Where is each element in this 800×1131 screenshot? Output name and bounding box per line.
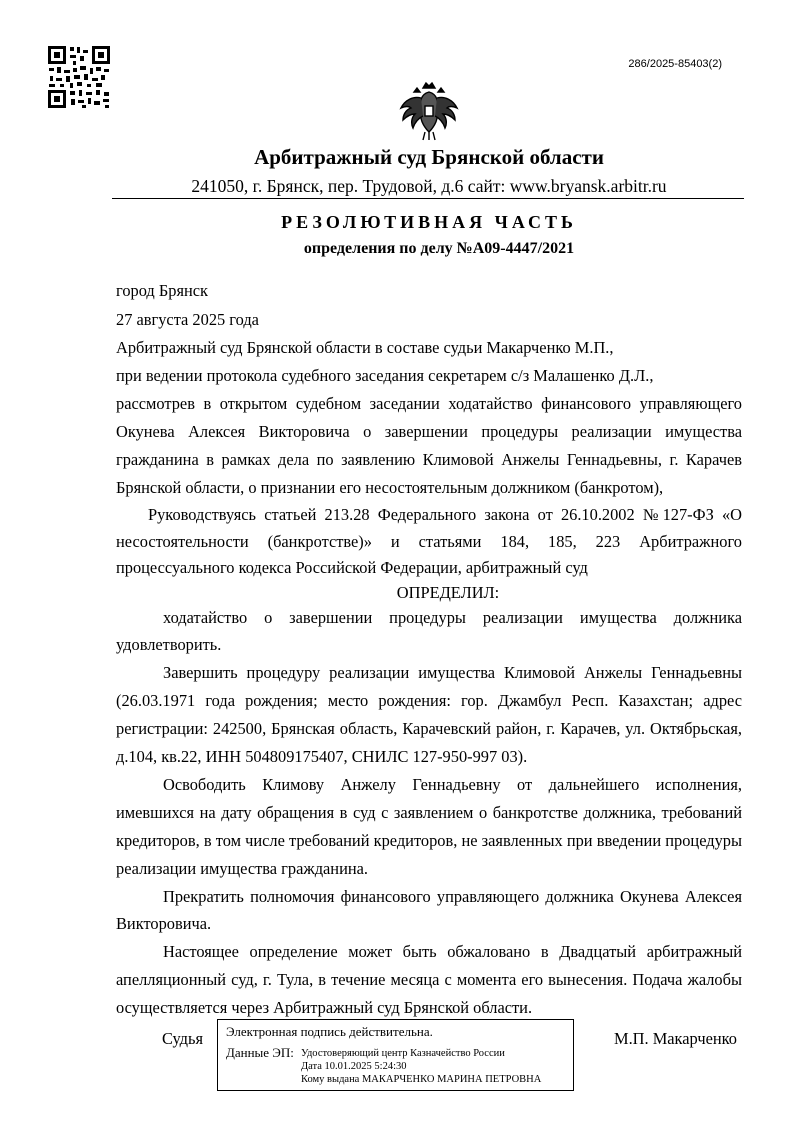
paragraph-line: Окунева Алексея Викторовича о завершении процедуры реализации имущества xyxy=(116,422,742,441)
ep-date: Дата 10.01.2025 5:24:30 xyxy=(301,1061,407,1072)
ep-valid-text: Электронная подпись действительна. xyxy=(226,1024,433,1039)
city: город Брянск xyxy=(116,281,209,300)
date: 27 августа 2025 года xyxy=(116,310,259,329)
paragraph-line: реализации имущества гражданина. xyxy=(116,859,368,878)
paragraph-line: д.104, кв.22, ИНН 504809175407, СНИЛС 127-950-997 03). xyxy=(116,747,528,766)
paragraph-line: Брянской области, о признании его несостоятельным должником (банкротом), xyxy=(116,478,664,497)
paragraph-line: кредиторов, в том числе требований кредиторов, не заявленных при введении процедуры xyxy=(116,831,742,850)
judge-label: Судья xyxy=(162,1029,204,1048)
coat-of-arms-icon xyxy=(397,80,461,142)
court-address: 241050, г. Брянск, пер. Трудовой, д.6 сайт: www.bryansk.arbitr.ru xyxy=(191,176,667,196)
paragraph-line: Настоящее определение может быть обжаловано в Двадцатый арбитражный xyxy=(163,942,742,961)
paragraph-line: рассмотрев в открытом судебном заседании ходатайство финансового управляющего xyxy=(116,394,742,413)
paragraph-line: (26.03.1971 года рождения; место рождения: гор. Джамбул Респ. Казахстан; адрес xyxy=(116,691,742,710)
qr-code xyxy=(46,44,112,110)
ep-issuer: Удостоверяющий центр Казначейство России xyxy=(301,1048,505,1059)
paragraph-line: апелляционный суд, г. Тула, в течение месяца с момента его вынесения. Подача жалобы xyxy=(116,970,742,989)
paragraph-line: осуществляется через Арбитражный суд Брянской области. xyxy=(116,998,533,1017)
judge-name: М.П. Макарченко xyxy=(614,1029,737,1048)
paragraph-line: Освободить Климову Анжелу Геннадьевну от дальнейшего исполнения, xyxy=(163,775,742,794)
paragraph-line: гражданина в рамках дела по заявлению Климовой Анжелы Геннадьевны, г. Карачев xyxy=(116,450,742,469)
paragraph-line: Викторовича. xyxy=(116,914,212,933)
document-title: РЕЗОЛЮТИВНАЯ ЧАСТЬ xyxy=(281,212,577,232)
paragraph-line: Прекратить полномочия финансового управляющего должника Окунева Алексея xyxy=(163,887,742,906)
paragraph-line: Завершить процедуру реализации имущества Климовой Анжелы Геннадьевны xyxy=(163,663,742,682)
header-divider xyxy=(112,198,744,199)
paragraph-line: имевшихся на дату обращения в суд с заявлением о банкротстве должника, требований xyxy=(116,803,742,822)
paragraph-line: процессуального кодекса Российской Федерации, арбитражный суд xyxy=(116,558,588,577)
ep-label: Данные ЭП: xyxy=(226,1045,294,1060)
paragraph-line: Руководствуясь статьей 213.28 Федерального закона от 26.10.2002 №127-ФЗ «О xyxy=(148,505,742,524)
document-number: 286/2025-85403(2) xyxy=(628,58,722,70)
paragraph-line: несостоятельности (банкротстве)» и статьями 184, 185, 223 Арбитражного xyxy=(116,532,742,551)
paragraph-line: удовлетворить. xyxy=(116,635,222,654)
court-name: Арбитражный суд Брянской области xyxy=(254,145,604,169)
ep-owner: Кому выдана МАКАРЧЕНКО МАРИНА ПЕТРОВНА xyxy=(301,1074,542,1085)
decided-heading: ОПРЕДЕЛИЛ: xyxy=(396,583,500,602)
paragraph-line: при ведении протокола судебного заседания секретарем с/з Малашенко Д.Л., xyxy=(116,366,654,385)
electronic-signature-stamp xyxy=(217,1019,574,1091)
paragraph-line: регистрации: 242500, Брянская область, Карачевский район, г. Карачев, ул. Октябрьская, xyxy=(116,719,742,738)
paragraph-line: ходатайство о завершении процедуры реализации имущества должника xyxy=(163,608,742,627)
document-subtitle: определения по делу №А09-4447/2021 xyxy=(303,240,575,257)
paragraph-line: Арбитражный суд Брянской области в составе судьи Макарченко М.П., xyxy=(116,338,614,357)
